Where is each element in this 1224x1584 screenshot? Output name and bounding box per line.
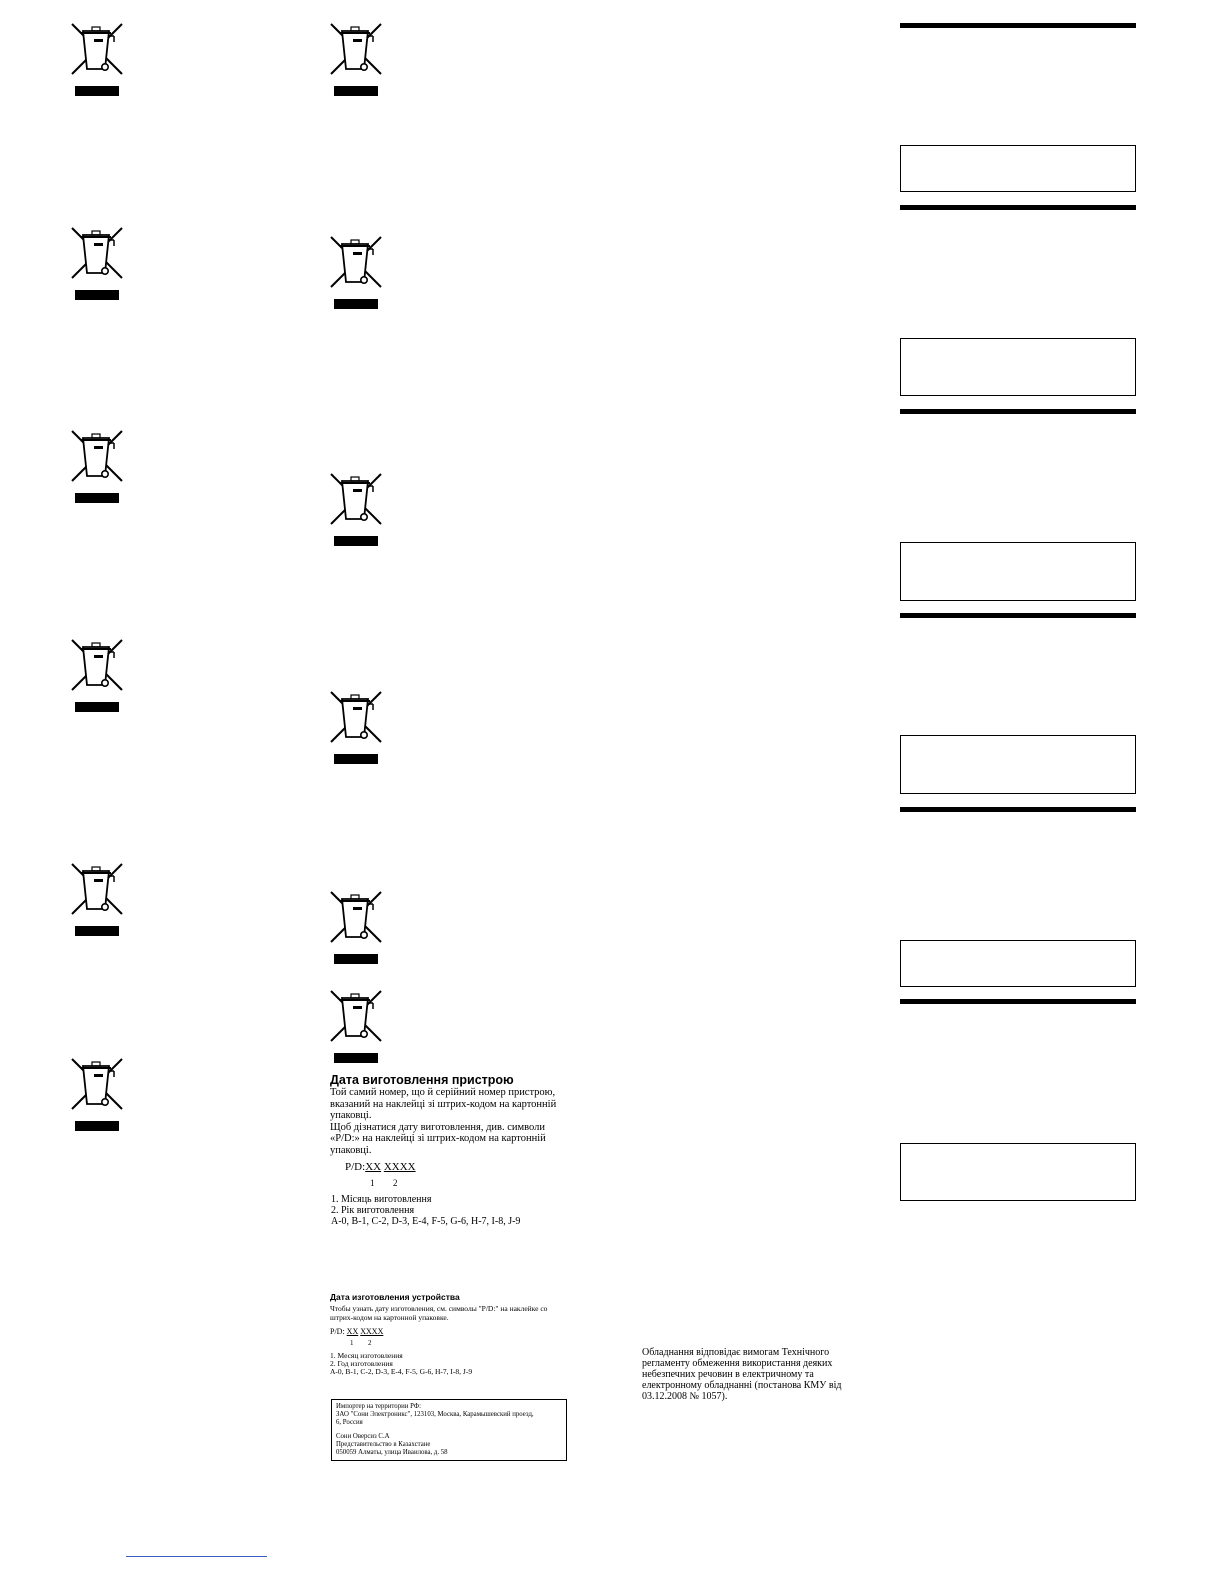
weee-bin-icon (70, 22, 126, 100)
legend-line: 2. Рік виготовлення (331, 1205, 415, 1216)
section-rule (900, 23, 1136, 28)
weee-bin-icon (329, 235, 385, 313)
importer-line: 6, Россия (336, 1419, 363, 1426)
legend-line: 1. Месяц изготовления (330, 1351, 403, 1360)
weee-bin-icon (329, 472, 385, 550)
pd-marker-1: 1 (370, 1178, 375, 1188)
paragraph: Той самий номер, що й серійний номер пристрою, вказаний на наклейці зі штрих-кодом на картонній упаковці. (330, 1087, 557, 1121)
section-rule (900, 999, 1136, 1004)
weee-bin-icon (70, 862, 126, 940)
pd-marker-2: 2 (368, 1339, 372, 1347)
weee-bin-icon (70, 429, 126, 507)
section-rule (900, 613, 1136, 618)
empty-frame (900, 145, 1136, 192)
weee-bin-icon (70, 226, 126, 304)
manufacturing-date-text-ua (330, 1087, 560, 1156)
pd-code-ru: P/D: XX XXXX (330, 1327, 384, 1336)
importer-line: 050059 Алматы, улица Иваилова, д. 58 (336, 1449, 448, 1456)
importer-line: Представительство в Казахстане (336, 1441, 431, 1448)
weee-bin-icon (329, 890, 385, 968)
importer-line: ЗАО "Сони Электроникс", 123103, Москва, Карамышевский проезд, (336, 1411, 534, 1418)
importer-info-box (331, 1399, 567, 1461)
pd-legend-ru (330, 1352, 570, 1376)
empty-frame (900, 1143, 1136, 1201)
empty-frame (900, 542, 1136, 601)
blue-rule (126, 1556, 267, 1557)
empty-frame (900, 735, 1136, 794)
pd-marker-2: 2 (393, 1178, 398, 1188)
importer-line: Сони Оверсиз С.А (336, 1433, 390, 1440)
weee-bin-icon (329, 989, 385, 1067)
legend-line: 1. Місяць виготовлення (331, 1194, 432, 1205)
importer-line: Импортер на территории РФ: (336, 1403, 421, 1410)
pd-legend-ua (331, 1194, 571, 1227)
manufacturing-date-heading-ru: Дата изготовления устройства (330, 1292, 460, 1302)
weee-bin-icon (329, 690, 385, 768)
legend-line: A-0, B-1, C-2, D-3, E-4, F-5, G-6, H-7, I-8, J-9 (331, 1216, 521, 1227)
section-rule (900, 807, 1136, 812)
pd-code-ua: P/D:XX XXXX (345, 1161, 416, 1173)
manufacturing-date-heading-ua: Дата виготовлення пристрою (330, 1073, 514, 1087)
ua-compliance-statement: Обладнання відповідає вимогам Технічного регламенту обмеження використання деяких небезпечних речовин в електричному та електронному обладнанні (постанова КМУ від 03.12.2008 № 1057). (642, 1347, 842, 1402)
paragraph: Щоб дізнатися дату виготовлення, див. символи «P/D:» на наклейці зі штрих-кодом на картонній упаковці. (330, 1121, 546, 1156)
section-rule (900, 409, 1136, 414)
weee-bin-icon (70, 1057, 126, 1135)
pd-marker-1: 1 (350, 1339, 354, 1347)
section-rule (900, 205, 1136, 210)
legend-line: A-0, B-1, C-2, D-3, E-4, F-5, G-6, H-7, I-8, J-9 (330, 1367, 473, 1376)
empty-frame (900, 940, 1136, 987)
legend-line: 2. Год изготовления (330, 1359, 393, 1368)
weee-bin-icon (70, 638, 126, 716)
empty-frame (900, 338, 1136, 396)
manufacturing-date-text-ru: Чтобы узнать дату изготовления, см. символы "P/D:" на наклейке со штрих-кодом на картонной упаковке. (330, 1304, 548, 1322)
weee-bin-icon (329, 22, 385, 100)
